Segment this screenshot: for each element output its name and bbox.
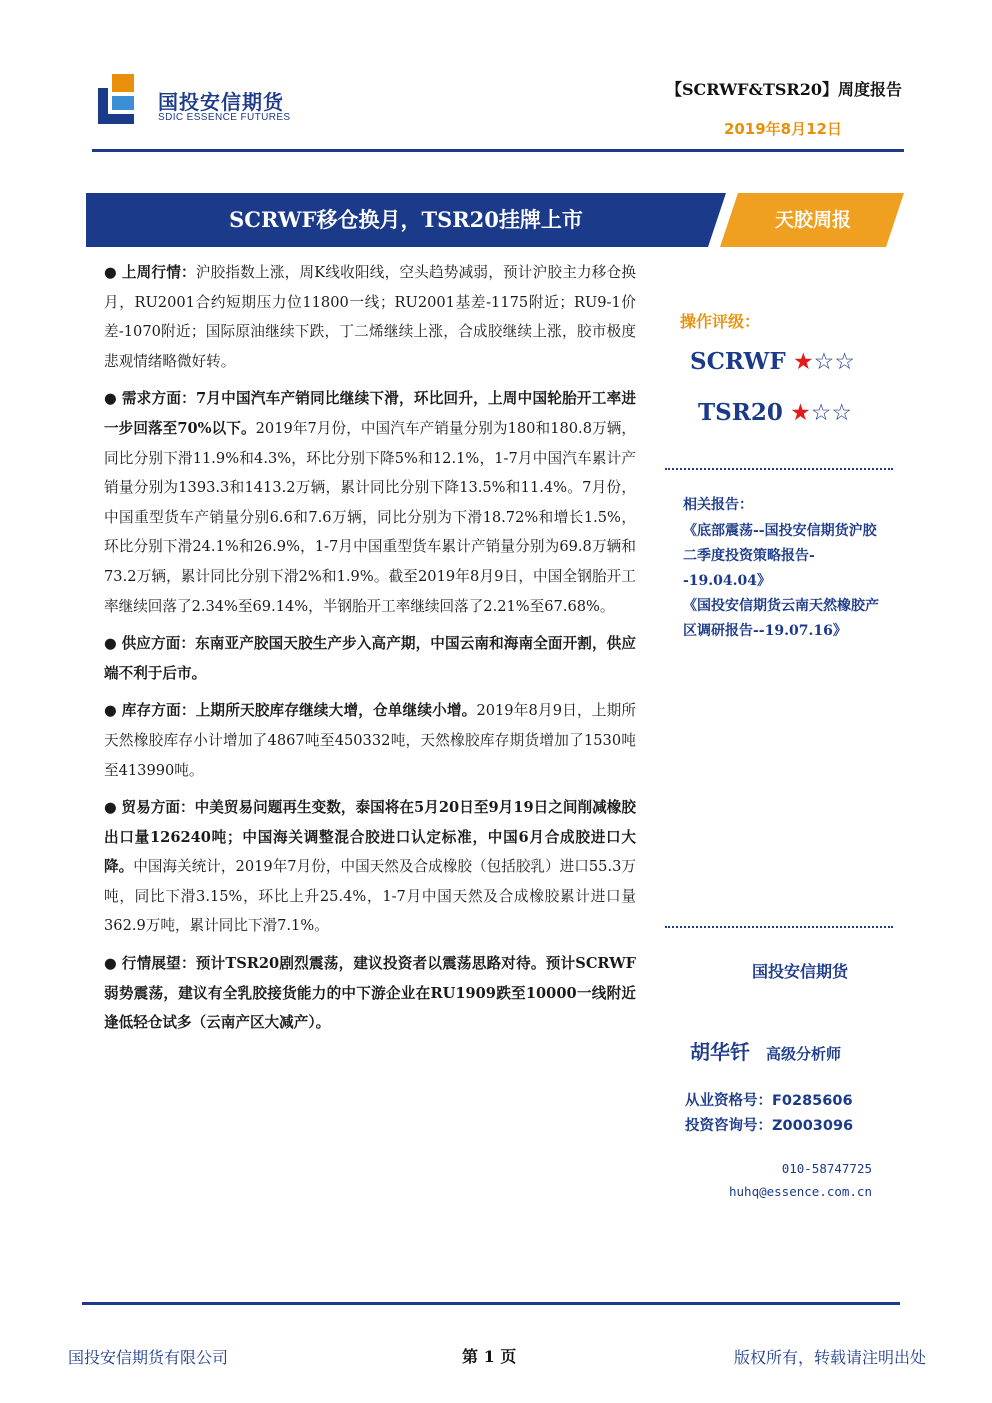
- star-filled-icon: ★: [790, 400, 811, 426]
- analyst-phone: 010-58747725: [781, 1161, 872, 1176]
- section-demand: [104, 384, 636, 621]
- section-bullet: ●: [104, 702, 117, 720]
- related-report-link[interactable]: 《底部震荡--国投安信期货沪胶二季度投资策略报告--19.04.04》: [683, 523, 877, 589]
- report-date: 2019年8月12日: [723, 120, 842, 138]
- report-body: [104, 258, 636, 1046]
- section-supply: [104, 629, 636, 688]
- rating-tsr20: [698, 399, 852, 426]
- section-heading: 行情展望：: [121, 955, 196, 973]
- section-bullet: ●: [104, 390, 117, 408]
- header-divider: [92, 149, 904, 152]
- section-heading: 上周行情：: [121, 264, 196, 281]
- sidebar-company: 国投安信期货: [752, 962, 849, 981]
- section-text: 沪胶指数上涨，周K线收阳线，空头趋势减弱，预计沪胶主力移仓换月，RU2001合约短期压力位11800一线；RU2001基差-1175附近；RU9-1价差-1070附近；国际原油继续下跌，丁二烯继续上涨，合成胶继续上涨，胶市极度悲观情绪略微好转。: [104, 264, 637, 370]
- logo-english-name: SDIC ESSENCE FUTURES: [158, 112, 291, 123]
- section-heading: 库存方面：: [121, 702, 196, 720]
- section-bold-text: 预计TSR20剧烈震荡，建议投资者以震荡思路对待。预计SCRWF弱势震荡，建议有全乳胶接货能力的中下游企业在RU1909跌至10000一线附近逢低轻仓试多（云南产区大减产）。: [104, 955, 636, 1032]
- page-number: 第 1 页: [462, 1347, 517, 1366]
- related-report-link[interactable]: 《国投安信期货云南天然橡胶产区调研报告--19.07.16》: [683, 598, 879, 639]
- company-logo-icon: [98, 74, 138, 124]
- section-bold-text: 上期所天胶库存继续大增，仓单继续小增。: [195, 702, 477, 720]
- section-bold-text: 7月中国汽车产销同比继续下滑，环比回升，上周中国轮胎开工率进一步回落至70%以下。: [104, 390, 636, 437]
- sidebar-divider: [665, 468, 893, 470]
- section-text: 2019年8月9日，上期所天然橡胶库存小计增加了4867吨至450332吨，天然橡胶库存期货增加了1530吨至413990吨。: [104, 702, 636, 779]
- section-bullet: ●: [104, 264, 117, 281]
- qualification-number: 从业资格号：F0285606: [685, 1093, 853, 1109]
- analyst-title: 高级分析师: [766, 1045, 842, 1063]
- section-text: 中国海关统计，2019年7月份，中国天然及合成橡胶（包括胶乳）进口55.3万吨，同比下滑3.15%，环比上升25.4%，1-7月中国天然及合成橡胶累计进口量362.9万吨，累计同比下滑7.1%。: [104, 858, 636, 935]
- section-heading: 供应方面：: [121, 635, 196, 653]
- rating-scrwf: [690, 348, 855, 375]
- section-bold-text: 东南亚产胶国天胶生产步入高产期，中国云南和海南全面开割，供应端不利于后市。: [104, 635, 636, 682]
- section-bullet: ●: [104, 635, 117, 653]
- section-market: [104, 258, 636, 376]
- report-title: SCRWF移仓换月，TSR20挂牌上市: [229, 207, 583, 232]
- section-heading: 贸易方面：: [121, 799, 195, 817]
- report-type: 【SCRWF&TSR20】周度报告: [665, 80, 902, 99]
- section-text: 2019年7月份，中国汽车产销量分别为180和180.8万辆，同比分别下滑11.9%和4.3%，环比分别下降5%和12.1%，1-7月中国汽车累计产销量分别为1393.3和1413.2万辆，累计同比分别下降13.5%和11.4%。7月份，中国重型货车产销量分别6.6和7.6万辆，同比分别为下滑18.72%和增长1.5%，环比分别下滑24.1%和26.9%，1-7月中国重型货车累计产销量分别为69.8万辆和73.2万辆，累计同比分别下滑2%和1.9%。截至2019年8月9日，中国全钢胎开工率继续回落了2.34%至69.14%，半钢胎开工率继续回落了2.21%至67.68%。: [104, 419, 636, 615]
- logo-chinese-name: 国投安信期货: [158, 90, 284, 114]
- footer-divider: [82, 1302, 900, 1305]
- footer-company: 国投安信期货有限公司: [68, 1348, 229, 1367]
- section-trade: [104, 793, 636, 941]
- analyst-info: [690, 1036, 841, 1065]
- star-filled-icon: ★: [793, 349, 814, 375]
- rating-heading: 操作评级：: [680, 312, 761, 331]
- sidebar-divider: [665, 926, 893, 928]
- rating-product-name: TSR20: [698, 399, 783, 426]
- section-outlook: [104, 949, 636, 1038]
- analyst-name: 胡华钎: [690, 1040, 750, 1064]
- related-reports-list: [683, 519, 883, 644]
- section-bullet: ●: [104, 955, 117, 973]
- report-category-tag: 天胶周报: [774, 209, 851, 231]
- rating-product-name: SCRWF: [690, 348, 786, 375]
- footer-copyright: 版权所有，转载请注明出处: [733, 1348, 926, 1367]
- related-reports-heading: 相关报告：: [683, 497, 753, 513]
- star-empty-icon: ☆☆: [810, 400, 853, 426]
- star-empty-icon: ☆☆: [813, 349, 855, 375]
- section-bold-text: 中美贸易问题再生变数，泰国将在5月20日至9月19日之间削减橡胶出口量126240吨；中国海关调整混合胶进口认定标准，中国6月合成胶进口大降。: [104, 799, 637, 876]
- analyst-email[interactable]: huhq@essence.com.cn: [729, 1184, 872, 1199]
- section-bullet: ●: [104, 799, 117, 817]
- section-heading: 需求方面：: [121, 390, 196, 408]
- consulting-number: 投资咨询号：Z0003096: [685, 1118, 854, 1134]
- section-inventory: [104, 696, 636, 785]
